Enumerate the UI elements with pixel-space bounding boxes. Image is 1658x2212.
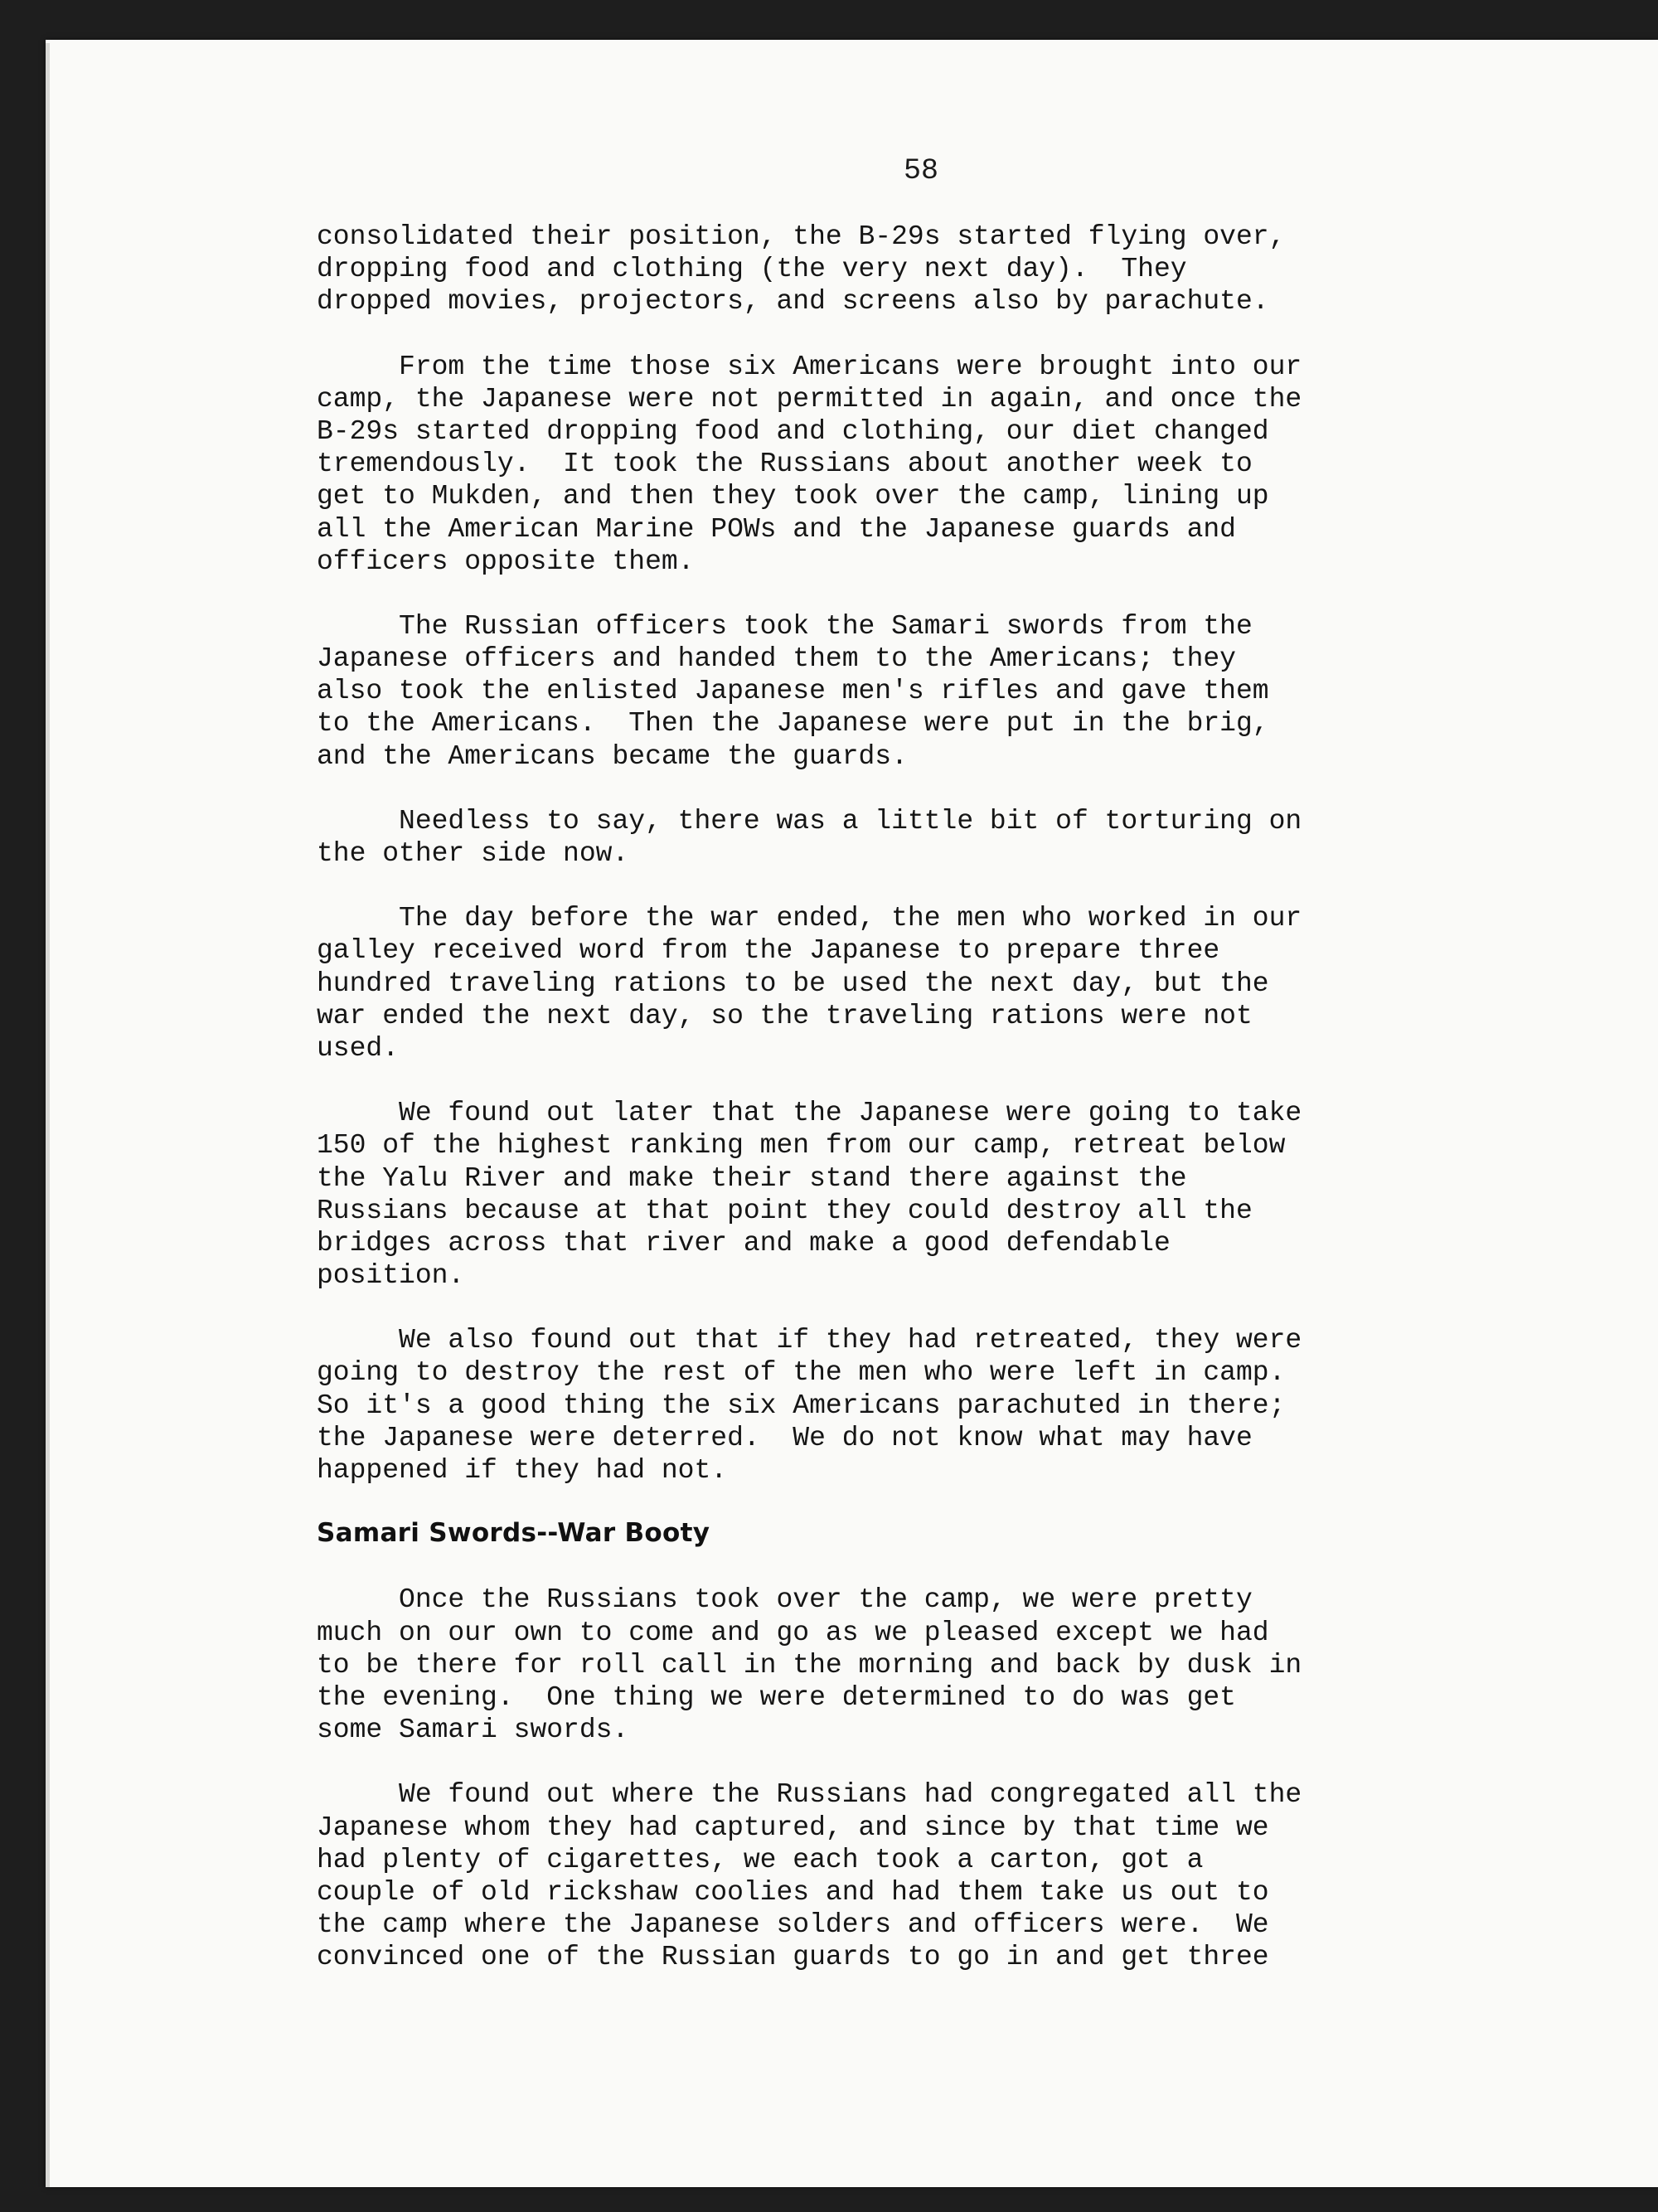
text-line: B-29s started dropping food and clothing, our diet changed xyxy=(317,415,1269,447)
text-line: position. xyxy=(317,1260,465,1292)
text-line: to the Americans. Then the Japanese were put in the brig, xyxy=(317,708,1269,740)
text-line: much on our own to come and go as we pleased except we had xyxy=(317,1617,1269,1648)
text-line: to be there for roll call in the morning and back by dusk in xyxy=(317,1649,1302,1681)
text-line: all the American Marine POWs and the Japanese guards and xyxy=(317,513,1236,545)
section-heading: Samari Swords--War Booty xyxy=(317,1518,710,1549)
text-line: Needless to say, there was a little bit of torturing on xyxy=(317,805,1302,837)
paragraph xyxy=(317,351,1510,578)
body-text xyxy=(317,221,1510,2006)
text-line: From the time those six Americans were brought into our xyxy=(317,351,1302,382)
text-line: The day before the war ended, the men who worked in our xyxy=(317,903,1302,934)
text-line: consolidated their position, the B-29s started flying over, xyxy=(317,221,1286,252)
text-line: Once the Russians took over the camp, we were pretty xyxy=(317,1584,1253,1616)
paragraph xyxy=(317,1324,1510,1487)
text-line: the other side now. xyxy=(317,838,629,869)
text-line: We found out later that the Japanese were going to take xyxy=(317,1098,1302,1129)
paragraph xyxy=(317,221,1510,318)
text-line: The Russian officers took the Samari swords from the xyxy=(317,610,1253,642)
text-line: had plenty of cigarettes, we each took a carton, got a xyxy=(317,1844,1204,1875)
page-number: 58 xyxy=(904,154,939,187)
text-line: Russians because at that point they could destroy all the xyxy=(317,1195,1253,1226)
text-line: the camp where the Japanese solders and officers were. We xyxy=(317,1909,1269,1941)
text-line: the Japanese were deterred. We do not know what may have xyxy=(317,1422,1253,1453)
text-line: Japanese whom they had captured, and since by that time we xyxy=(317,1812,1269,1843)
paragraph xyxy=(317,1584,1510,1746)
paragraph xyxy=(317,610,1510,773)
text-line: galley received word from the Japanese to prepare three xyxy=(317,935,1220,967)
paragraphs-before-heading xyxy=(317,221,1510,1487)
text-line: So it's a good thing the six Americans parachuted in there; xyxy=(317,1390,1286,1421)
text-line: bridges across that river and make a good defendable xyxy=(317,1227,1171,1259)
paragraph xyxy=(317,1097,1510,1292)
text-line: the evening. One thing we were determined to do was get xyxy=(317,1681,1236,1713)
text-line: 150 of the highest ranking men from our camp, retreat below xyxy=(317,1130,1286,1162)
text-line: used. xyxy=(317,1032,400,1064)
text-line: war ended the next day, so the traveling rations were not xyxy=(317,1000,1253,1031)
text-line: some Samari swords. xyxy=(317,1715,629,1746)
text-line: and the Americans became the guards. xyxy=(317,740,908,772)
text-line: We found out where the Russians had congregated all the xyxy=(317,1779,1302,1811)
text-line: officers opposite them. xyxy=(317,546,695,577)
paragraph xyxy=(317,902,1510,1065)
text-line: couple of old rickshaw coolies and had them take us out to xyxy=(317,1876,1269,1908)
text-line: going to destroy the rest of the men who were left in camp. xyxy=(317,1357,1286,1389)
text-line: camp, the Japanese were not permitted in again, and once the xyxy=(317,383,1302,415)
text-line: We also found out that if they had retreated, they were xyxy=(317,1325,1302,1356)
text-line: also took the enlisted Japanese men's rifles and gave them xyxy=(317,676,1269,707)
page-edge xyxy=(46,43,50,2187)
paragraph xyxy=(317,805,1510,870)
text-line: the Yalu River and make their stand there against the xyxy=(317,1162,1187,1194)
text-line: tremendously. It took the Russians about another week to xyxy=(317,449,1253,480)
text-line: hundred traveling rations to be used the next day, but the xyxy=(317,968,1269,999)
text-line: get to Mukden, and then they took over the camp, lining up xyxy=(317,481,1269,512)
text-line: convinced one of the Russian guards to go in and get three xyxy=(317,1942,1269,1973)
text-line: dropped movies, projectors, and screens also by parachute. xyxy=(317,286,1269,318)
text-line: happened if they had not. xyxy=(317,1455,728,1486)
text-line: Japanese officers and handed them to the Americans; they xyxy=(317,643,1236,675)
text-line: dropping food and clothing (the very next day). They xyxy=(317,254,1187,285)
paragraphs-after-heading xyxy=(317,1584,1510,1973)
paragraph xyxy=(317,1778,1510,1973)
